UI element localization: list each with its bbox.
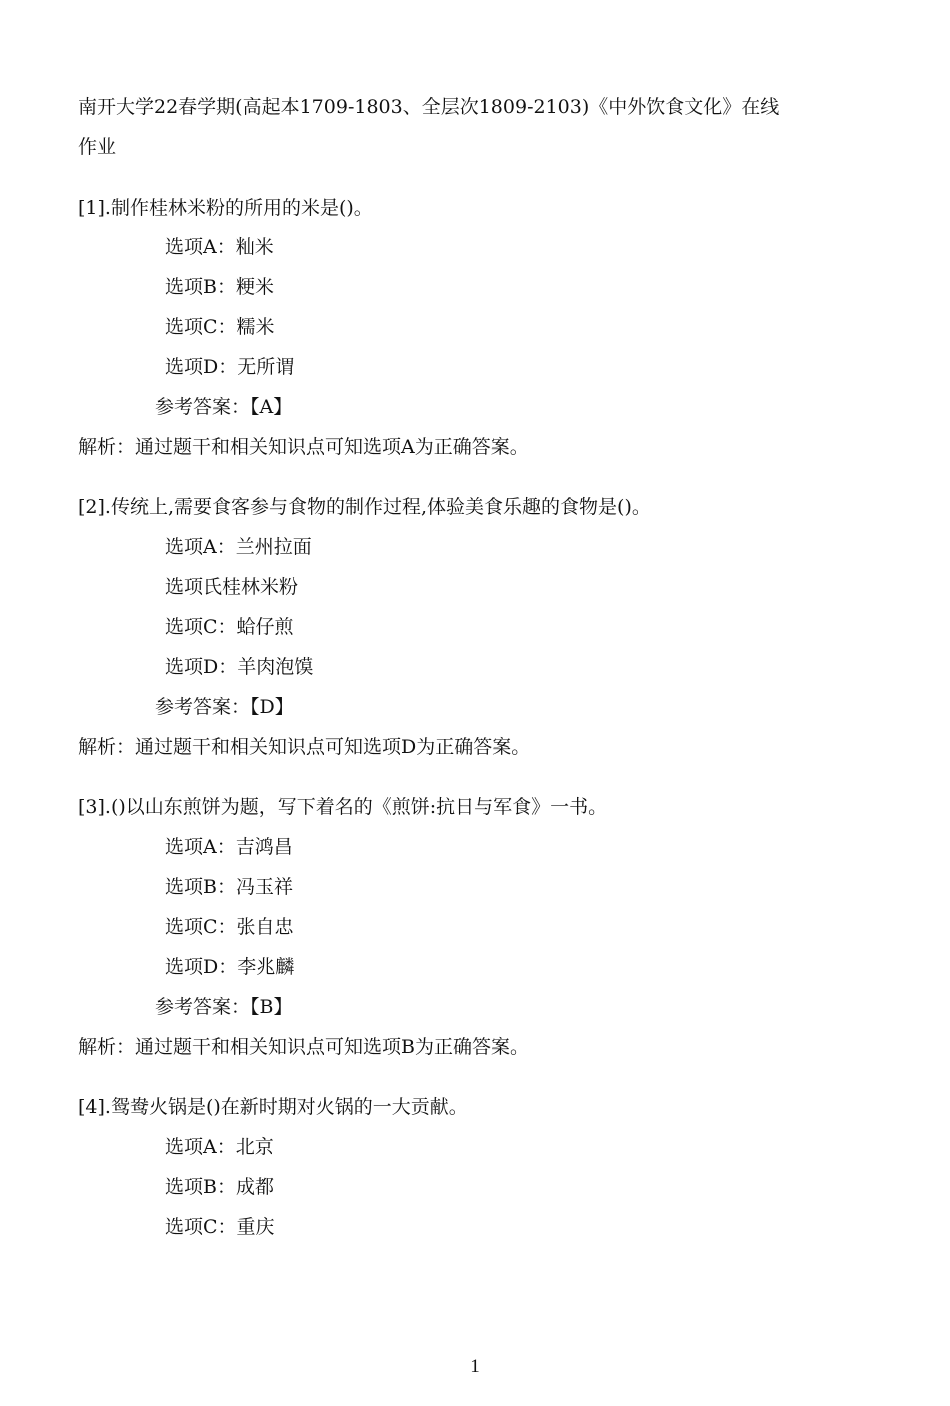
option-b: 选项氏桂林米粉 [165,576,299,598]
document-title: 南开大学22春学期(高起本1709-1803、全层次1809-2103)《中外饮食文化》在线 [78,96,780,118]
explanation: 解析：通过题干和相关知识点可知选项B为正确答案。 [78,1036,529,1058]
question-stem: [1].制作桂林米粉的所用的米是()。 [78,197,373,219]
option-d: 选项D：羊肉泡馍 [165,656,314,678]
option-b: 选项B：粳米 [165,276,274,298]
page-number: 1 [470,1356,480,1377]
question-stem: [3].()以山东煎饼为题，写下着名的《煎饼:抗日与军食》一书。 [78,796,608,818]
option-a: 选项A：籼米 [165,236,274,258]
option-c: 选项C：张自忠 [165,916,294,938]
option-d: 选项D：无所谓 [165,356,295,378]
option-b: 选项B：成都 [165,1176,274,1198]
reference-answer: 参考答案：【A】 [155,396,293,418]
option-a: 选项A：北京 [165,1136,274,1158]
option-b: 选项B：冯玉祥 [165,876,293,898]
reference-answer: 参考答案：【D】 [155,696,294,718]
explanation: 解析：通过题干和相关知识点可知选项A为正确答案。 [78,436,529,458]
option-c: 选项C：糯米 [165,316,275,338]
question-stem: [4].鸳鸯火锅是()在新时期对火锅的一大贡献。 [78,1096,468,1118]
option-d: 选项D：李兆麟 [165,956,295,978]
explanation: 解析：通过题干和相关知识点可知选项D为正确答案。 [78,736,531,758]
option-a: 选项A：兰州拉面 [165,536,312,558]
reference-answer: 参考答案：【B】 [155,996,293,1018]
option-c: 选项C：蛤仔煎 [165,616,294,638]
option-c: 选项C：重庆 [165,1216,275,1238]
document-title-continuation: 作业 [78,136,117,158]
question-stem: [2].传统上,需要食客参与食物的制作过程,体验美食乐趣的食物是()。 [78,496,651,518]
option-a: 选项A：吉鸿昌 [165,836,293,858]
